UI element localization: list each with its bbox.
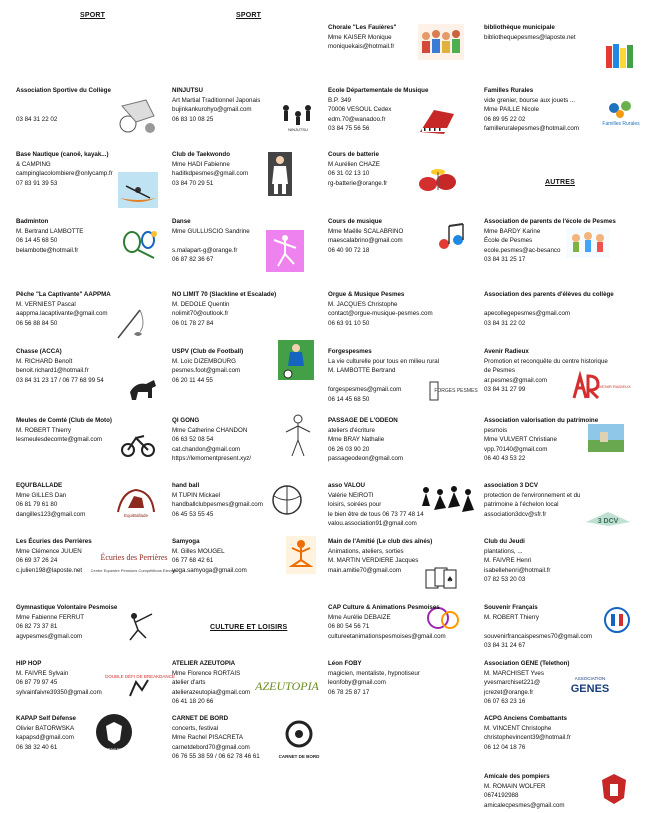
col2-entry-0	[172, 86, 324, 124]
col2-entry-0-line-2: bujinkankurohyo@gmail.com	[172, 106, 252, 114]
col2-entry-1-line-1: Mme HADI Fabienne	[172, 160, 230, 168]
col3-entry-7-line-0: asso VALOU	[328, 482, 366, 489]
col4-entry-3-line-1	[484, 300, 646, 310]
col3-entry-10-line-3: 06 78 25 87 17	[328, 688, 370, 696]
col3-entry-10	[328, 659, 480, 697]
col2-entry-2-line-2	[172, 236, 324, 246]
col2-entry-5-line-1: Mme Catherine CHANDON	[172, 426, 248, 434]
col4-entry-8-line-3: souvenirfrancaispesmes70@gmail.com	[484, 632, 593, 640]
col1-entry-3-line-0: Pêche "La Captivante" AAPPMA	[16, 291, 111, 298]
col2-entry-0-line-1: Art Martial Traditionnel Japonais	[172, 96, 261, 104]
col3-entry-9-line-1: Mme Aurélie DEBAIZE	[328, 613, 391, 621]
col3-entry-6-line-3: 06 26 03 90 20	[328, 445, 370, 453]
col2-entry-2-line-3: s.malapart-g@orange.fr	[172, 246, 238, 254]
genes-logo-title: ASSOCIATION	[574, 676, 606, 681]
col2-entry-5-line-0: QI GONG	[172, 417, 200, 424]
col1-entry-1-line-3: 07 83 91 39 53	[16, 179, 58, 187]
kapap-logo-text: KAPAP Self Défense	[100, 747, 128, 751]
col4-entry-1	[484, 86, 646, 134]
col4-entry-6-line-2: patrimoine à l'échelon local	[484, 501, 559, 509]
col2-entry-6	[172, 481, 324, 519]
col3-entry-5-line-0: Forgespesmes	[328, 348, 372, 355]
col4-entry-10-line-1: M. VINCENT Christophe	[484, 724, 552, 732]
col3-entry-10-line-2: leonfoby@gmail.com	[328, 679, 386, 687]
col3-entry-3-line-1: Mme Maëlle SCALABRINO	[328, 227, 404, 235]
col2-entry-4	[172, 347, 324, 385]
col3-entry-6-line-4: passageodeon@gmail.com	[328, 455, 404, 463]
col2-entry-1-line-2: haditkdpesmes@gmail.com	[172, 170, 249, 178]
col2-entry-5-line-4: https://lemomentpresent.xyz/	[172, 455, 252, 463]
col2-entry-0-line-0: NINJUTSU	[172, 87, 203, 94]
hiphop-logo-text: DOUBLE DÉFI DE BREAKDANCE	[105, 674, 175, 679]
col3-entry-7-line-2: loisirs, soirées pour	[328, 501, 382, 509]
col3-entry-6-line-0: PASSAGE DE L'ODEON	[328, 417, 398, 424]
col4-entry-4-line-4: 03 84 31 27 99	[484, 386, 526, 394]
forges-logo-text: FORGES PESMES	[434, 388, 478, 394]
col3-entry-2	[328, 150, 480, 188]
col4-entry-2-line-0: Association de parents de l'école de Pesmes	[484, 218, 616, 225]
col4-entry-1-line-3: 06 89 95 22 02	[484, 115, 526, 123]
col2-entry-8-line-3: atelierazeutopia@gmail.com	[172, 688, 251, 696]
col2-entry-8-line-4: 06 41 18 20 66	[172, 698, 214, 706]
col3-entry-8	[328, 537, 480, 575]
col4-entry-7-line-1: plantations, ...	[484, 547, 523, 555]
col3-entry-2-line-3: rg-batterie@orange.fr	[328, 179, 388, 187]
col1-entry-8-line-0: Gymnastique Volontaire Pesmoise	[16, 604, 118, 611]
col1-entry-6-line-0: EQUI'BALLADE	[16, 482, 63, 489]
col2-entry-4-line-1: M. Loïc DIZEMBOURG	[172, 357, 236, 365]
col2-entry-9-line-0: CARNET DE BORD	[172, 715, 229, 722]
col3-entry-10-line-1: magicien, mentaliste, hypnotiseur	[328, 669, 420, 677]
col1-entry-3	[16, 290, 166, 328]
col2-entry-3	[172, 290, 324, 328]
col4-entry-0	[484, 23, 646, 42]
avenir-logo-text: AVENIR RADIEUX	[597, 384, 631, 389]
col2-entry-4-line-0: USPV (Club de Football)	[172, 348, 244, 355]
col1-entry-6-line-2: 06 81 79 61 80	[16, 501, 58, 509]
col3-entry-3-line-2: maescalabrino@gmail.com	[328, 237, 403, 245]
col4-entry-10-line-2: christophevincent39@hotmail.fr	[484, 734, 571, 742]
col2-entry-5-line-3: cat.chandon@gmail.com	[172, 445, 241, 453]
col4-entry-0-line-1: bibliothequepesmes@laposte.net	[484, 33, 576, 41]
col1-entry-3-line-1: M. VERNIEST Pascal	[16, 300, 76, 308]
col3-entry-10-line-0: Léon FOBY	[328, 660, 362, 667]
col3-entry-9	[328, 603, 480, 641]
col2-entry-1	[172, 150, 324, 188]
col3-entry-1-line-0: Ecole Départementale de Musique	[328, 87, 429, 94]
col1-entry-9	[16, 659, 166, 697]
col2-entry-3-line-2: nolimit70@outlook.fr	[172, 310, 229, 318]
col1-entry-6	[16, 481, 166, 519]
col4-entry-3	[484, 290, 646, 328]
col4-entry-6-line-3: association3dcv@sfr.fr	[484, 510, 547, 518]
col4-entry-2-line-4: 03 84 31 25 17	[484, 256, 526, 264]
col3-entry-5-line-1: La vie culturelle pour tous en milieu rural	[328, 357, 440, 365]
col2-entry-7-line-0: Samyoga	[172, 538, 200, 545]
col1-entry-1-line-1: & CAMPING	[16, 160, 51, 168]
col2-entry-9	[172, 714, 324, 762]
col4-entry-2-line-1: Mme BARDY Karine	[484, 227, 541, 235]
col4-entry-2-line-2: École de Pesmes	[484, 237, 533, 245]
col1-entry-0-line-2	[16, 105, 166, 115]
col4-entry-8-line-1: M. ROBERT Thierry	[484, 613, 540, 621]
col1-entry-4-line-0: Chasse (ACCA)	[16, 348, 62, 355]
col4-entry-8	[484, 603, 646, 651]
col1-entry-0-line-3: 03 84 31 22 02	[16, 115, 58, 123]
col2-entry-2	[172, 217, 324, 265]
ecuries-logo-sub: Centre Equestre Pensions Compétitions Elevage	[90, 568, 178, 573]
col4-entry-7-line-2: M. FAIVRE Henri	[484, 557, 532, 565]
col1-entry-4-line-3: 03 84 31 23 17 / 06 77 68 99 54	[16, 376, 104, 384]
col3-entry-1-line-4: 03 84 75 56 56	[328, 125, 370, 133]
col4-entry-6-line-1: protection de l'environnement et du	[484, 491, 581, 499]
col4-entry-1-line-4: familleruralepesmes@hotmail.com	[484, 125, 579, 133]
col4-entry-7-line-0: Club du Jeudi	[484, 538, 525, 545]
col1-entry-8	[16, 603, 166, 641]
col1-entry-0	[16, 86, 166, 124]
col1-entry-5	[16, 416, 166, 445]
col2-entry-6-line-3: 06 45 53 55 45	[172, 510, 214, 518]
col3-entry-3-line-0: Cours de musique	[328, 218, 382, 225]
col3-entry-7-line-4: valou.association91@gmail.com	[328, 520, 417, 528]
col4-entry-11	[484, 772, 646, 810]
col2-entry-5-line-2: 06 63 52 08 54	[172, 436, 214, 444]
col4-entry-9-line-1: M. MARCHISET Yves	[484, 669, 544, 677]
col1-entry-9-line-3: sylvainfaivre39350@gmail.com	[16, 688, 102, 696]
col4-entry-9	[484, 659, 646, 707]
genes-logo-text: GENES	[570, 683, 610, 695]
col3-entry-5-line-5: 06 14 45 68 50	[328, 395, 370, 403]
col1-entry-0-line-1	[16, 96, 166, 106]
col1-entry-2-line-3: belambotte@hotmail.fr	[16, 246, 79, 254]
col2-entry-8-line-1: Mme Florence RORTAIS	[172, 669, 241, 677]
col4-entry-10	[484, 714, 646, 752]
col3-entry-9-line-3: cultureetanimationspesmoises@gmail.com	[328, 632, 446, 640]
col1-entry-8-line-1: Mme Fabienne FERRUT	[16, 613, 85, 621]
col2-entry-8-line-0: ATELIER AZEUTOPIA	[172, 660, 236, 667]
col4-entry-0-line-0: bibliothèque municipale	[484, 24, 555, 31]
carnet-logo-text: CARNET DE BORD	[278, 754, 320, 759]
col4-entry-4-line-2: de Pesmes	[484, 367, 515, 375]
col4-entry-5-line-2: Mme VULVERT Christiane	[484, 436, 557, 444]
col4-entry-7-line-4: 07 82 53 20 03	[484, 576, 526, 584]
col3-entry-4-line-2: contact@orgue-musique-pesmes.com	[328, 310, 433, 318]
col1-entry-8-line-2: 06 82 73 37 81	[16, 623, 58, 631]
col1-entry-5-line-0: Meules de Comté (Club de Moto)	[16, 417, 112, 424]
col3-entry-3-line-3: 06 40 90 72 18	[328, 246, 370, 254]
col3-entry-5-line-4: forgespesmes@gmail.com	[328, 386, 402, 394]
col2-entry-2-line-4: 06 87 82 36 67	[172, 256, 214, 264]
col4-entry-3-line-0: Association des parents d'élèves du collège	[484, 291, 614, 298]
col4-entry-9-line-3: jcrezet@orange.fr	[484, 688, 534, 696]
col2-entry-4-line-3: 06 20 11 44 55	[172, 376, 213, 384]
col1-entry-10-line-3: 06 38 32 40 61	[16, 743, 58, 751]
col2-entry-9-line-2: Mme Rachel PISACRETA	[172, 734, 244, 742]
col4-entry-5	[484, 416, 646, 464]
col1-entry-4	[16, 347, 166, 385]
col3-entry-2-line-1: M Aurélien CHAZE	[328, 160, 380, 168]
col4-entry-2	[484, 217, 646, 265]
col3-entry-4	[328, 290, 480, 328]
col4-entry-9-line-2: yvesmarchiset221@	[484, 679, 541, 687]
col4-entry-4-line-3: ar.pesmes@gmail.com	[484, 376, 548, 384]
col3-entry-2-line-0: Cours de batterie	[328, 151, 379, 158]
col1-entry-7-line-2: 06 69 37 26 24	[16, 557, 58, 565]
col1-entry-2-line-0: Badminton	[16, 218, 49, 225]
col1-entry-1-line-2: campinglacolombiere@onlycamp.fr	[16, 170, 113, 178]
col1-entry-2-line-1: M. Bertrand LAMBOTTE	[16, 227, 84, 235]
col4-entry-3-line-2: apecollegepesmes@gmail.com	[484, 310, 571, 318]
col4-entry-9-line-4: 06 07 63 23 16	[484, 698, 526, 706]
col2-entry-6-line-1: M TUPIN Mickael	[172, 491, 221, 499]
col3-entry-3	[328, 217, 480, 255]
col2-entry-0-line-3: 06 83 10 08 25	[172, 115, 214, 123]
col2-entry-6-line-2: handballclubpesmes@gmail.com	[172, 501, 263, 509]
col2-entry-1-line-0: Club de Taekwondo	[172, 151, 230, 158]
col4-entry-3-line-3: 03 84 31 22 02	[484, 319, 526, 327]
col1-entry-7-line-3: c.julien198@laposte.net	[16, 566, 83, 574]
col4-entry-11-line-1: M. ROMAIN WOLFER	[484, 782, 546, 790]
col2-entry-9-line-1: concerts, festival	[172, 724, 219, 732]
col2-entry-5	[172, 416, 324, 464]
col4-entry-1-line-1: vide grenier, bourse aux jouets ...	[484, 96, 576, 104]
col4-entry-5-line-3: vpp.70140@gmail.com	[484, 445, 548, 453]
col3-entry-9-line-0: CAP Culture & Animations Pesmoises	[328, 604, 440, 611]
col4-entry-7	[484, 537, 646, 585]
col4-entry-10-line-0: ACPG Anciens Combattants	[484, 715, 567, 722]
col2-entry-7	[172, 537, 324, 575]
col1-entry-1	[16, 150, 166, 188]
col4-entry-5-line-0: Association valorisation du patrimoine	[484, 417, 599, 424]
col3-entry-7-line-1: Valérie NEIROTI	[328, 491, 374, 499]
col2-entry-1-line-3: 03 84 70 29 51	[172, 179, 214, 187]
col4-entry-10-line-3: 06 12 04 18 76	[484, 743, 526, 751]
col3-entry-6	[328, 416, 480, 464]
col3-entry-2-line-2: 06 31 02 13 10	[328, 170, 370, 178]
equiballade-text: EquiBallade	[123, 513, 149, 518]
col3-entry-5-line-2: M. LAMBOTTE Bertrand	[328, 367, 396, 375]
col3-entry-7	[328, 481, 480, 529]
col2-entry-3-line-3: 06 01 78 27 84	[172, 319, 214, 327]
col4-entry-8-line-4: 03 84 31 24 67	[484, 642, 526, 650]
col3-entry-9-line-2: 06 80 54 56 71	[328, 623, 370, 631]
col1-entry-7-line-0: Les Écuries des Perrières	[16, 538, 92, 545]
col1-entry-6-line-1: Mme GILLES Dan	[16, 491, 67, 499]
col1-entry-9-line-1: M. FAIVRE Sylvain	[16, 669, 69, 677]
col4-entry-4	[484, 347, 646, 395]
col3-entry-0-line-1: Mme KAISER Monique	[328, 33, 392, 41]
col1-entry-6-line-3: dangilles123@gmail.com	[16, 510, 86, 518]
col3-entry-0	[328, 23, 480, 52]
ecuries-logo-title: Écuries des Perrières	[100, 553, 168, 562]
col3-entry-0-line-2: moniquekais@hotmail.fr	[328, 43, 395, 51]
col4-entry-8-line-2	[484, 622, 646, 632]
col3-entry-4-line-3: 06 63 91 10 50	[328, 319, 370, 327]
col3-entry-7-line-3: le bien être de tous 06 73 77 48 14	[328, 510, 424, 518]
col3-entry-0-line-0: Chorale "Les Fauières"	[328, 24, 397, 31]
header-sport-1: SPORT	[80, 12, 106, 19]
ninjutsu-logo-text: NINJUTSU	[288, 127, 308, 132]
col1-entry-4-line-2: benoit.richard1@hotmail.fr	[16, 367, 89, 375]
col4-entry-4-line-0: Avenir Radieux	[484, 348, 529, 355]
library-logo	[604, 42, 636, 70]
col2-entry-9-line-4: 06 76 55 38 59 / 06 62 78 46 61	[172, 753, 260, 761]
col2-entry-4-line-2: pesmes.foot@gmail.com	[172, 367, 241, 375]
col3-entry-8-line-1: Animations, ateliers, sorties	[328, 547, 404, 555]
col3-entry-1-line-1: B.P. 349	[328, 96, 351, 104]
col1-entry-0-line-0: Association Sportive du Collège	[16, 87, 111, 94]
col3-entry-5	[328, 347, 480, 405]
col1-entry-4-line-1: M. RICHARD Benoît	[16, 357, 73, 365]
col2-entry-7-line-3: yoga.samyoga@gmail.com	[172, 566, 247, 574]
col1-entry-9-line-0: HIP HOP	[16, 660, 42, 667]
col2-entry-2-line-0: Danse	[172, 218, 191, 225]
col1-entry-9-line-2: 06 87 79 97 45	[16, 679, 58, 687]
col3-entry-4-line-0: Orgue & Musique Pesmes	[328, 291, 405, 298]
col2-entry-3-line-1: M. DEDOLE Quentin	[172, 300, 230, 308]
col3-entry-6-line-1: ateliers d'écriture	[328, 426, 375, 434]
col1-entry-10-line-0: KAPAP Self Défense	[16, 715, 76, 722]
col1-entry-3-line-2: aappma.lacaptivante@gmail.com	[16, 310, 108, 318]
col2-entry-3-line-0: NO LIMIT 70 (Slackline et Escalade)	[172, 291, 277, 298]
col4-entry-9-line-0: Association GENE (Telethon)	[484, 660, 570, 667]
col4-entry-6	[484, 481, 646, 519]
col1-entry-8-line-3: agvpesmes@gmail.com	[16, 632, 83, 640]
col2-entry-6-line-0: hand ball	[172, 482, 200, 489]
col3-entry-1	[328, 86, 480, 134]
header-culture-loisirs: CULTURE ET LOISIRS	[210, 624, 288, 631]
svg-text:♠: ♠	[446, 575, 454, 584]
col1-entry-2-line-2: 06 14 45 68 50	[16, 237, 58, 245]
col3-entry-1-line-2: 70006 VESOUL Cedex	[328, 106, 392, 114]
col4-entry-11-line-3: amicalecpesmes@gmail.com	[484, 801, 565, 809]
col4-entry-11-line-0: Amicale des pompiers	[484, 773, 550, 780]
col1-entry-10-line-2: kapapsd@gmail.com	[16, 734, 74, 742]
col1-entry-3-line-3: 06 56 88 84 50	[16, 319, 58, 327]
col1-entry-1-line-0: Base Nautique (canoë, kayak...)	[16, 151, 109, 158]
col4-entry-1-line-0: Familles Rurales	[484, 87, 534, 94]
col4-entry-6-line-0: association 3 DCV	[484, 482, 538, 489]
col4-entry-2-line-3: ecole.pesmes@ac-besanco	[484, 246, 561, 254]
col2-entry-8-line-2: atelier d'arts	[172, 679, 206, 687]
col1-entry-5-line-1: M. ROBERT Thierry	[16, 426, 72, 434]
col1-entry-10	[16, 714, 166, 752]
col3-entry-4-line-1: M. JACQUES Christophe	[328, 300, 398, 308]
col2-entry-9-line-3: carnetdebord70@gmail.com	[172, 743, 250, 751]
col3-entry-1-line-3: edm.70@wanadoo.fr	[328, 115, 386, 123]
col3-entry-6-line-2: Mme BRAY Nathalie	[328, 436, 385, 444]
header-sport-2: SPORT	[236, 12, 262, 19]
col4-entry-5-line-4: 06 40 43 53 22	[484, 455, 526, 463]
col4-entry-5-line-1: pesmois	[484, 426, 508, 434]
col1-entry-7	[16, 537, 166, 575]
3dcv-logo-text: 3 DCV	[597, 518, 619, 525]
col3-entry-8-line-2: M. MARTIN VERDIERE Jacques	[328, 557, 419, 565]
col4-entry-7-line-3: isabellehenri@hotmail.fr	[484, 566, 551, 574]
col3-entry-8-line-0: Main de l'Amitié (Le club des aînés)	[328, 538, 433, 545]
col4-entry-4-line-1: Promotion et reconquête du centre historique	[484, 357, 608, 365]
col1-entry-10-line-1: Olivier BATORWSKA	[16, 724, 75, 732]
col1-entry-7-line-1: Mme Clémence JUUEN	[16, 547, 82, 555]
col3-entry-8-line-3: main.amitie70@gmail.com	[328, 566, 401, 574]
col2-entry-7-line-1: M. Gilles MOUGEL	[172, 547, 225, 555]
familles-rurales-text: Familles Rurales	[602, 121, 640, 127]
col2-entry-7-line-2: 06 77 68 42 61	[172, 557, 214, 565]
col4-entry-11-line-2: 0674192988	[484, 792, 519, 800]
col4-entry-8-line-0: Souvenir Français	[484, 604, 538, 611]
col2-entry-2-line-1: Mme GULLUSCIO Sandrine	[172, 227, 250, 235]
col1-entry-5-line-2: lesmeulesdecomte@gmail.com	[16, 436, 103, 444]
col2-entry-8	[172, 659, 324, 707]
header-autres: AUTRES	[545, 179, 575, 186]
col1-entry-2	[16, 217, 166, 255]
col3-entry-5-line-3	[328, 376, 480, 386]
col4-entry-1-line-2: Mme PAILLE Nicole	[484, 106, 539, 114]
azeutopia-logo-text: AZEUTOPIA	[255, 679, 319, 693]
